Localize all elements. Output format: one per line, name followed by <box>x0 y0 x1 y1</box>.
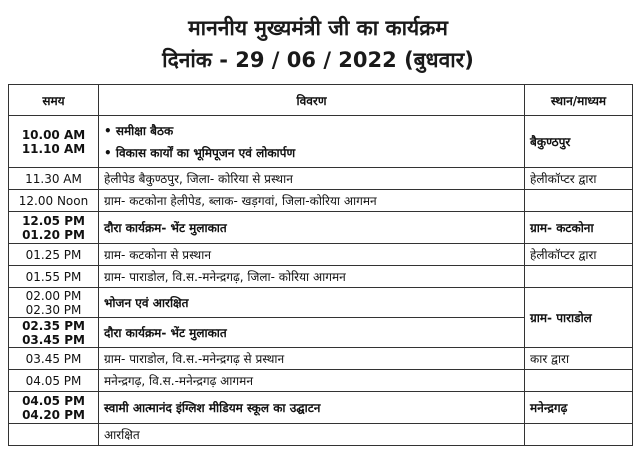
details-cell: ग्राम- पाराडोल, वि.स.-मनेन्द्रगढ़, जिला- कोरिया आगमन <box>99 266 525 288</box>
table-row <box>9 370 633 392</box>
time-cell: 12.00 Noon <box>9 190 99 212</box>
time-start: 10.00 AM <box>21 127 86 142</box>
time-start: 04.05 PM <box>22 393 85 408</box>
place-cell <box>525 424 633 446</box>
place-cell: हेलीकॉप्टर द्वारा <box>525 244 633 266</box>
time-cell: 04.05 PM <box>9 370 99 392</box>
place-cell: बैकुण्ठपुर <box>525 116 633 168</box>
time-end: 03.45 PM <box>22 332 85 347</box>
time-cell <box>9 424 99 446</box>
table-row <box>9 288 633 318</box>
table-row <box>9 168 633 190</box>
table-row <box>9 212 633 244</box>
agenda-item: • समीक्षा बैठक <box>104 120 519 142</box>
place-cell <box>525 190 633 212</box>
details-cell: मनेन्द्रगढ़, वि.स.-मनेन्द्रगढ़ आगमन <box>99 370 525 392</box>
place-cell <box>525 266 633 288</box>
place-cell <box>525 370 633 392</box>
time-cell: 11.30 AM <box>9 168 99 190</box>
details-cell: ग्राम- पाराडोल, वि.स.-मनेन्द्रगढ़ से प्रस्थान <box>99 348 525 370</box>
agenda-item: • विकास कार्यों का भूमिपूजन एवं लोकार्पण <box>104 142 519 164</box>
time-end: 04.20 PM <box>22 407 85 422</box>
schedule-table <box>8 84 633 446</box>
details-cell <box>99 116 525 168</box>
date-line: दिनांक - 29 / 06 / 2022 (बुधवार) <box>162 48 474 72</box>
time-start: 12.05 PM <box>22 213 85 228</box>
time-cell <box>9 318 99 348</box>
details-cell: दौरा कार्यक्रम- भेंट मुलाकात <box>99 318 525 348</box>
place-cell: ग्राम- कटकोना <box>525 212 633 244</box>
time-start: 02.35 PM <box>22 318 85 333</box>
time-cell <box>9 392 99 424</box>
details-cell: दौरा कार्यक्रम- भेंट मुलाकात <box>99 212 525 244</box>
table-row <box>9 244 633 266</box>
time-end: 11.10 AM <box>21 141 86 156</box>
time-cell <box>9 212 99 244</box>
details-cell: हेलीपेड बैकुण्ठपुर, जिला- कोरिया से प्रस्थान <box>99 168 525 190</box>
details-cell: ग्राम- कटकोना हेलीपेड, ब्लाक- खड़गवां, जिला-कोरिया आगमन <box>99 190 525 212</box>
page-title: माननीय मुख्यमंत्री जी का कार्यक्रम <box>188 16 448 40</box>
time-end: 01.20 PM <box>22 227 85 242</box>
table-row <box>9 424 633 446</box>
time-cell: 03.45 PM <box>9 348 99 370</box>
place-cell: मनेन्द्रगढ़ <box>525 392 633 424</box>
table-header-row <box>9 85 633 116</box>
details-cell: आरक्षित <box>99 424 525 446</box>
table-row <box>9 348 633 370</box>
place-cell: ग्राम- पाराडोल <box>525 288 633 348</box>
table-row <box>9 190 633 212</box>
table-row <box>9 266 633 288</box>
time-cell: 01.25 PM <box>9 244 99 266</box>
column-header-place: स्थान/माध्यम <box>525 85 633 116</box>
table-row <box>9 116 633 168</box>
time-cell <box>9 116 99 168</box>
details-cell: स्वामी आत्मानंद इंग्लिश मीडियम स्कूल का उद्घाटन <box>99 392 525 424</box>
time-cell: 01.55 PM <box>9 266 99 288</box>
place-cell: कार द्वारा <box>525 348 633 370</box>
details-cell: ग्राम- कटकोना से प्रस्थान <box>99 244 525 266</box>
table-row <box>9 392 633 424</box>
place-cell: हेलीकॉप्टर द्वारा <box>525 168 633 190</box>
time-end: 02.30 PM <box>25 302 82 317</box>
time-start: 02.00 PM <box>25 288 82 303</box>
column-header-details: विवरण <box>99 85 525 116</box>
column-header-time: समय <box>9 85 99 116</box>
time-cell <box>9 288 99 318</box>
details-cell: भोजन एवं आरक्षित <box>99 288 525 318</box>
